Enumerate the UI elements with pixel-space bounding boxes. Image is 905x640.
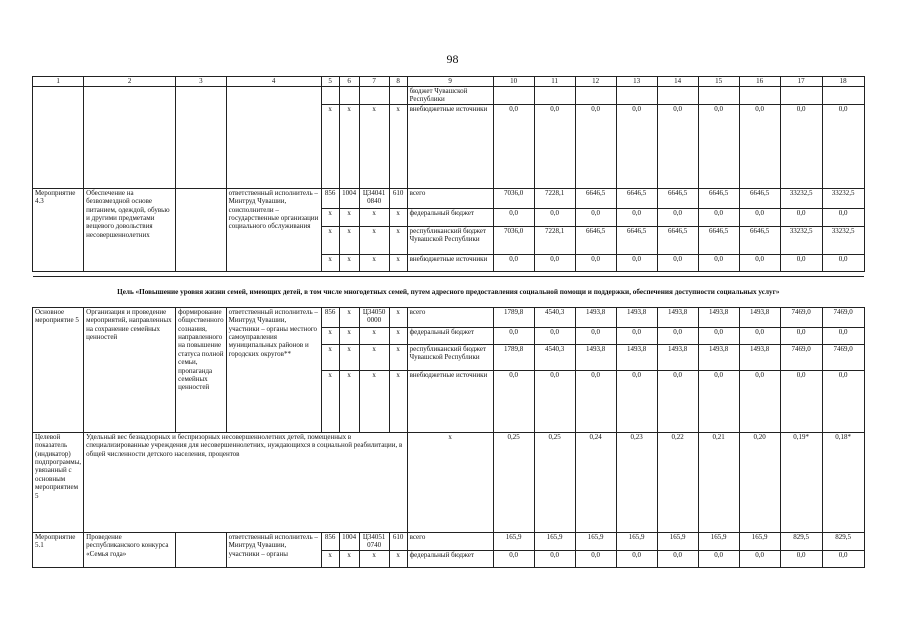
indicator-value: 0,23 (616, 432, 657, 532)
amount-cell: 33232,5 (822, 226, 864, 254)
code-csr (359, 87, 389, 105)
amount-cell: 1493,8 (616, 307, 657, 327)
code-vr: x (389, 208, 407, 226)
amount-cell: 0,0 (657, 208, 698, 226)
executors: ответственный исполнитель – Минтруд Чувашии, участники – органы (226, 532, 321, 567)
amount-cell: 0,0 (698, 208, 739, 226)
funding-source: федеральный бюджет (407, 327, 493, 344)
amount-cell: 7228,1 (534, 226, 575, 254)
goal-row (33, 276, 865, 307)
event-description: Проведение республиканского конкурса «Семья года» (84, 532, 176, 567)
code-rzpr: x (339, 327, 359, 344)
event-name: Мероприятие 4.3 (33, 188, 84, 271)
code-grbs: x (321, 208, 339, 226)
code-rzpr: x (339, 307, 359, 327)
amount-cell: 33232,5 (780, 188, 822, 208)
amount-cell: 0,0 (534, 104, 575, 188)
code-csr: x (359, 327, 389, 344)
code-csr: Ц34041 0840 (359, 188, 389, 208)
amount-cell: 0,0 (822, 208, 864, 226)
amount-cell: 4540,3 (534, 344, 575, 370)
code-grbs: x (321, 254, 339, 271)
code-grbs: x (321, 104, 339, 188)
amount-cell: 1493,8 (739, 344, 780, 370)
amount-cell: 0,0 (616, 254, 657, 271)
code-rzpr: x (339, 208, 359, 226)
amount-cell: 1493,8 (739, 307, 780, 327)
code-vr (389, 87, 407, 105)
amount-cell: 0,0 (739, 208, 780, 226)
code-csr: x (359, 344, 389, 370)
amount-cell: 1493,8 (657, 307, 698, 327)
code-csr: Ц34050 0000 (359, 307, 389, 327)
amount-cell: 0,0 (698, 370, 739, 432)
expected-result (176, 532, 226, 567)
code-grbs: x (321, 344, 339, 370)
table-body (33, 77, 865, 568)
indicator-label: Целевой показатель (индикатор) подпрограммы, увязанный с основным мероприятием 5 (33, 432, 84, 532)
event-description: Организация и проведение мероприятий, направленных на сохранение семейных ценностей (84, 307, 176, 432)
amount-cell: 6646,5 (698, 226, 739, 254)
amount-cell: 7036,0 (493, 226, 534, 254)
amount-cell: 0,0 (822, 104, 864, 188)
amount-cell: 0,0 (657, 550, 698, 567)
column-number: 4 (226, 77, 321, 87)
code-grbs: x (321, 327, 339, 344)
expected-result (176, 87, 226, 189)
column-number: 5 (321, 77, 339, 87)
code-grbs: 856 (321, 307, 339, 327)
indicator-value: 0,25 (534, 432, 575, 532)
code-vr: 610 (389, 188, 407, 208)
executors (226, 87, 321, 189)
amount-cell: 0,0 (822, 550, 864, 567)
amount-cell: 0,0 (616, 104, 657, 188)
amount-cell: 0,0 (698, 550, 739, 567)
column-number: 11 (534, 77, 575, 87)
amount-cell: 0,0 (534, 208, 575, 226)
goal-title: Цель «Повышение уровня жизни семей, имеющих детей, в том числе многодетных семей, путем адресного предоставления социальной помощи и поддержки, обеспечения доступности социальных услуг» (33, 276, 865, 307)
funding-source: федеральный бюджет (407, 550, 493, 567)
funding-source: всего (407, 532, 493, 550)
indicator-source: x (407, 432, 493, 532)
event-description (84, 87, 176, 189)
om5-row (33, 307, 865, 327)
code-grbs: 856 (321, 188, 339, 208)
indicator-value: 0,19* (780, 432, 822, 532)
code-rzpr: 1004 (339, 532, 359, 550)
amount-cell: 0,0 (822, 254, 864, 271)
code-vr: x (389, 254, 407, 271)
amount-cell: 6646,5 (698, 188, 739, 208)
amount-cell: 1493,8 (657, 344, 698, 370)
m43-row (33, 188, 865, 208)
amount-cell: 6646,5 (657, 188, 698, 208)
column-number: 17 (780, 77, 822, 87)
amount-cell (780, 87, 822, 105)
amount-cell: 165,9 (616, 532, 657, 550)
amount-cell (575, 87, 616, 105)
amount-cell: 0,0 (534, 254, 575, 271)
amount-cell: 165,9 (657, 532, 698, 550)
amount-cell: 0,0 (822, 327, 864, 344)
funding-source: внебюджетные источники (407, 370, 493, 432)
column-number: 16 (739, 77, 780, 87)
code-rzpr: x (339, 254, 359, 271)
code-csr: Ц34051 0740 (359, 532, 389, 550)
indicator-value: 0,24 (575, 432, 616, 532)
page-number: 98 (446, 52, 459, 66)
code-csr: x (359, 226, 389, 254)
amount-cell: 1493,8 (698, 307, 739, 327)
column-number: 6 (339, 77, 359, 87)
amount-cell: 33232,5 (822, 188, 864, 208)
amount-cell: 6646,5 (616, 226, 657, 254)
amount-cell: 7469,0 (780, 307, 822, 327)
funding-source: всего (407, 188, 493, 208)
amount-cell (534, 87, 575, 105)
expected-result: формирование общественного сознания, направленного на повышение статуса полной семьи, пропаганда семейных ценностей (176, 307, 226, 432)
indicator-value: 0,21 (698, 432, 739, 532)
expected-result (176, 188, 226, 271)
cont-row (33, 87, 865, 105)
code-rzpr (339, 87, 359, 105)
amount-cell: 0,0 (780, 370, 822, 432)
code-grbs: x (321, 370, 339, 432)
code-grbs (321, 87, 339, 105)
amount-cell: 1493,8 (575, 307, 616, 327)
amount-cell: 0,0 (739, 370, 780, 432)
funding-source: федеральный бюджет (407, 208, 493, 226)
funding-source: бюджет Чувашской Республики (407, 87, 493, 105)
amount-cell: 0,0 (616, 370, 657, 432)
code-vr: x (389, 226, 407, 254)
amount-cell: 165,9 (575, 532, 616, 550)
code-vr: x (389, 550, 407, 567)
amount-cell: 0,0 (616, 550, 657, 567)
code-rzpr: x (339, 550, 359, 567)
amount-cell (616, 87, 657, 105)
code-csr: x (359, 254, 389, 271)
amount-cell: 1493,8 (575, 344, 616, 370)
budget-table (32, 76, 865, 568)
code-grbs: x (321, 550, 339, 567)
amount-cell: 0,0 (534, 550, 575, 567)
code-vr: x (389, 307, 407, 327)
column-number: 14 (657, 77, 698, 87)
indicator-value: 0,20 (739, 432, 780, 532)
amount-cell: 33232,5 (780, 226, 822, 254)
amount-cell: 0,0 (493, 254, 534, 271)
amount-cell: 0,0 (780, 104, 822, 188)
code-rzpr: x (339, 370, 359, 432)
amount-cell: 0,0 (657, 327, 698, 344)
amount-cell: 6646,5 (575, 188, 616, 208)
amount-cell (739, 87, 780, 105)
amount-cell: 0,0 (657, 370, 698, 432)
amount-cell: 165,9 (739, 532, 780, 550)
amount-cell: 6646,5 (575, 226, 616, 254)
amount-cell: 0,0 (698, 327, 739, 344)
amount-cell: 0,0 (493, 550, 534, 567)
amount-cell: 829,5 (822, 532, 864, 550)
amount-cell: 0,0 (780, 327, 822, 344)
amount-cell: 0,0 (739, 104, 780, 188)
amount-cell: 4540,3 (534, 307, 575, 327)
amount-cell: 7036,0 (493, 188, 534, 208)
amount-cell: 0,0 (780, 208, 822, 226)
code-grbs: x (321, 226, 339, 254)
code-rzpr: x (339, 104, 359, 188)
amount-cell: 0,0 (739, 550, 780, 567)
amount-cell: 7469,0 (780, 344, 822, 370)
amount-cell: 0,0 (493, 104, 534, 188)
code-csr: x (359, 370, 389, 432)
amount-cell: 1789,8 (493, 344, 534, 370)
amount-cell: 0,0 (616, 208, 657, 226)
column-number: 12 (575, 77, 616, 87)
column-number: 8 (389, 77, 407, 87)
amount-cell: 7469,0 (822, 344, 864, 370)
amount-cell: 0,0 (493, 370, 534, 432)
header-row (33, 77, 865, 87)
column-number: 2 (84, 77, 176, 87)
amount-cell: 0,0 (575, 550, 616, 567)
code-rzpr: x (339, 344, 359, 370)
amount-cell: 0,0 (780, 254, 822, 271)
amount-cell: 0,0 (575, 370, 616, 432)
event-name (33, 87, 84, 189)
column-number: 18 (822, 77, 864, 87)
column-number: 13 (616, 77, 657, 87)
code-rzpr: x (339, 226, 359, 254)
amount-cell (698, 87, 739, 105)
amount-cell (493, 87, 534, 105)
code-vr: x (389, 370, 407, 432)
amount-cell (822, 87, 864, 105)
amount-cell: 1789,8 (493, 307, 534, 327)
amount-cell: 0,0 (534, 327, 575, 344)
code-vr: x (389, 327, 407, 344)
code-vr: x (389, 344, 407, 370)
amount-cell: 0,0 (575, 254, 616, 271)
amount-cell: 0,0 (739, 327, 780, 344)
column-number: 15 (698, 77, 739, 87)
amount-cell: 7228,1 (534, 188, 575, 208)
code-vr: x (389, 104, 407, 188)
m51-row (33, 532, 865, 550)
amount-cell: 829,5 (780, 532, 822, 550)
column-number: 9 (407, 77, 493, 87)
amount-cell: 0,0 (739, 254, 780, 271)
amount-cell: 0,0 (493, 327, 534, 344)
amount-cell: 0,0 (780, 550, 822, 567)
event-name: Мероприятие 5.1 (33, 532, 84, 567)
amount-cell: 6646,5 (616, 188, 657, 208)
amount-cell: 165,9 (493, 532, 534, 550)
amount-cell: 0,0 (657, 254, 698, 271)
amount-cell: 0,0 (698, 104, 739, 188)
indicator-value: 0,22 (657, 432, 698, 532)
amount-cell: 0,0 (698, 254, 739, 271)
amount-cell: 0,0 (575, 208, 616, 226)
executors: ответственный исполнитель – Минтруд Чувашии, участники – органы местного самоуправления муниципальных районов и городских округов** (226, 307, 321, 432)
code-csr: x (359, 208, 389, 226)
amount-cell: 165,9 (534, 532, 575, 550)
amount-cell: 6646,5 (739, 226, 780, 254)
column-number: 3 (176, 77, 226, 87)
column-number: 7 (359, 77, 389, 87)
funding-source: всего (407, 307, 493, 327)
code-csr: x (359, 550, 389, 567)
amount-cell: 0,0 (575, 327, 616, 344)
amount-cell: 1493,8 (698, 344, 739, 370)
amount-cell: 165,9 (698, 532, 739, 550)
amount-cell: 7469,0 (822, 307, 864, 327)
amount-cell: 0,0 (534, 370, 575, 432)
amount-cell: 0,0 (575, 104, 616, 188)
event-name: Основное мероприятие 5 (33, 307, 84, 432)
amount-cell: 0,0 (822, 370, 864, 432)
code-grbs: 856 (321, 532, 339, 550)
column-number: 10 (493, 77, 534, 87)
amount-cell (657, 87, 698, 105)
column-number: 1 (33, 77, 84, 87)
funding-source: внебюджетные источники (407, 254, 493, 271)
code-rzpr: 1004 (339, 188, 359, 208)
code-csr: x (359, 104, 389, 188)
executors: ответственный исполнитель – Минтруд Чувашии, соисполнители – государственные организации социального обслуживания (226, 188, 321, 271)
amount-cell: 0,0 (616, 327, 657, 344)
target-indicator-row (33, 432, 865, 532)
amount-cell: 1493,8 (616, 344, 657, 370)
indicator-value: 0,18* (822, 432, 864, 532)
amount-cell: 0,0 (657, 104, 698, 188)
amount-cell: 6646,5 (739, 188, 780, 208)
indicator-value: 0,25 (493, 432, 534, 532)
amount-cell: 0,0 (493, 208, 534, 226)
event-description: Обеспечение на безвозмездной основе питанием, одеждой, обувью и другими предметами вещевого довольствия несовершеннолетних (84, 188, 176, 271)
amount-cell: 6646,5 (657, 226, 698, 254)
code-vr: 610 (389, 532, 407, 550)
funding-source: республиканский бюджет Чувашской Республики (407, 226, 493, 254)
funding-source: внебюджетные источники (407, 104, 493, 188)
indicator-text: Удельный вес безнадзорных и беспризорных несовершеннолетних детей, помещенных в специализированные учреждения для несовершеннолетних, нуждающихся в социальной реабилитации, в общей численности детского населения, процентов (84, 432, 407, 532)
funding-source: республиканский бюджет Чувашской Республики (407, 344, 493, 370)
